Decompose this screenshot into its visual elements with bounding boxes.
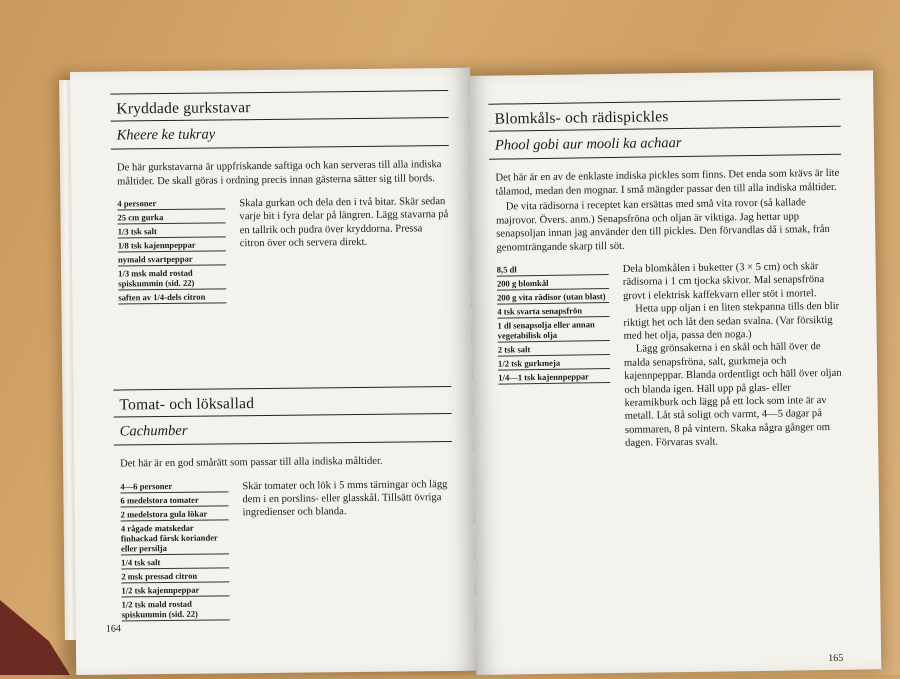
ingredient-item: 25 cm gurka <box>117 209 225 224</box>
table-corner <box>0 600 70 675</box>
ingredient-item: 1/4—1 tsk kajennpeppar <box>498 369 610 385</box>
ingredient-item: saften av 1/4-dels citron <box>118 289 226 304</box>
recipe-tomat-och-loksallad <box>113 386 453 621</box>
ingredient-item: 1/4 tsk salt <box>121 554 229 569</box>
recipe-blomkals-och-radispickles <box>488 99 845 453</box>
page-number: 165 <box>828 652 844 665</box>
recipe-title: Kryddade gurkstavar <box>116 99 251 118</box>
ingredient-list <box>120 478 229 621</box>
ingredient-item: nymald svartpeppar <box>118 251 226 266</box>
recipe-kryddade-gurkstavar <box>110 90 450 305</box>
right-page <box>468 70 881 675</box>
recipe-intro: Det här är en god smårätt som passar till alla indiska måltider. <box>120 455 383 470</box>
recipe-title: Blomkåls- och rädispickles <box>494 108 669 128</box>
method-paragraph: Lägg grönsakerna i en skål och häll över de malda senapsfröna, salt, gurkmeja och kajennpeppar. Blanda ordentligt och häll över oljan och blanda igen. Häll upp på glas- eller keramikburk och lägg på ett lock som inte är av metall. Låt stå soligt och varmt, 4—5 dagar på sommaren, 8 på vintern. Skaka några gånger om dagen. Förvaras svalt. <box>623 341 842 450</box>
ingredient-item: 1/2 tsk gurkmeja <box>498 355 610 371</box>
recipe-intro: De här gurkstavarna är uppfriskande saftiga och kan serveras till alla indiska måltider. De skall göras i ordning precis innan gästerna sätter sig till bords. <box>116 159 442 188</box>
recipe-intro: De vita rädisorna i receptet kan ersättas med små vita rovor (så kallade majrovor. Övers. anm.) Senapsfröna och oljan är viktiga. Jag hettar upp senapsoljan innan jag använder den till pickles. Den förvandlas då i smak, från genomträngande skarp till söt. <box>495 197 830 254</box>
title-rule-bottom <box>114 441 452 446</box>
title-rule-top <box>113 386 451 391</box>
ingredient-item: 2 msk pressad citron <box>121 568 229 583</box>
recipe-subtitle: Kheere ke tukray <box>116 126 216 144</box>
ingredient-item: 4 tsk svarta senapsfrön <box>497 303 609 319</box>
ingredient-item: 8,5 dl <box>497 261 609 277</box>
ingredient-item: 2 medelstora gula lökar <box>121 506 229 521</box>
ingredient-item: 1 dl senapsolja eller annan vegetabilisk olja <box>497 317 609 343</box>
page-number: 164 <box>105 623 121 635</box>
recipe-subtitle: Phool gobi aur mooli ka achaar <box>494 135 682 154</box>
recipe-method <box>242 478 453 620</box>
title-rule-top <box>488 99 840 105</box>
recipe-method <box>623 260 846 451</box>
recipe-body <box>497 258 846 452</box>
ingredient-item: 200 g vita rädisor (utan blast) <box>497 289 609 305</box>
ingredient-item: 1/3 tsk salt <box>118 223 226 238</box>
ingredient-item: 1/2 tsk mald rostad spiskummin (sid. 22) <box>122 596 230 621</box>
title-rule-top <box>110 90 448 95</box>
ingredient-list <box>497 261 612 452</box>
ingredient-item: 1/2 tsk kajennpeppar <box>121 582 229 597</box>
method-paragraph: Dela blomkålen i buketter (3 × 5 cm) och skär rädisorna i 1 cm tjocka skivor. Mal senapsfröna grovt i elektrisk kaffekvarn eller stöt i mortel. <box>622 261 825 302</box>
recipe-subtitle: Cachumber <box>119 422 188 440</box>
ingredient-item: 4 rågade matskedar finhackad färsk koriander eller persilja <box>121 520 229 555</box>
ingredient-item: 1/3 msk mald rostad spiskummin (sid. 22) <box>118 265 226 290</box>
ingredient-item: 200 g blomkål <box>497 275 609 291</box>
recipe-method <box>239 195 450 303</box>
ingredient-item: 2 tsk salt <box>498 341 610 357</box>
recipe-body <box>117 193 450 304</box>
recipe-title: Tomat- och löksallad <box>119 395 255 414</box>
ingredient-list <box>117 195 226 304</box>
ingredient-item: 1/8 tsk kajennpeppar <box>118 237 226 252</box>
recipe-body <box>120 476 453 621</box>
left-page <box>70 68 476 675</box>
method-paragraph: Skär tomater och lök i 5 mms tärningar och lägg dem i en porslins- eller glasskål. Tillsätt övriga ingredienser och blanda. <box>242 478 448 519</box>
title-rule-bottom <box>111 145 449 150</box>
method-paragraph: Skala gurkan och dela den i två bitar. Skär sedan varje bit i fyra delar på längren. Lägg stavarna på en tallrik och pudra över kryddorna. Pressa citron över och servera direkt. <box>239 196 449 250</box>
ingredient-item: 4—6 personer <box>120 478 228 493</box>
title-rule-bottom <box>489 154 841 160</box>
recipe-intro: Det här är en av de enklaste indiska pickles som finns. Det enda som krävs är lite tålamod, medan den mognar. I små mängder passar den till alla indiska måltider. <box>495 167 840 198</box>
ingredient-item: 4 personer <box>117 195 225 210</box>
ingredient-item: 6 medelstora tomater <box>120 492 228 507</box>
method-paragraph: Hetta upp oljan i en liten stekpanna tills den blir riktigt het och låt den sedan svalna. (Var försiktig med het olja, passa den noga.) <box>623 301 840 342</box>
